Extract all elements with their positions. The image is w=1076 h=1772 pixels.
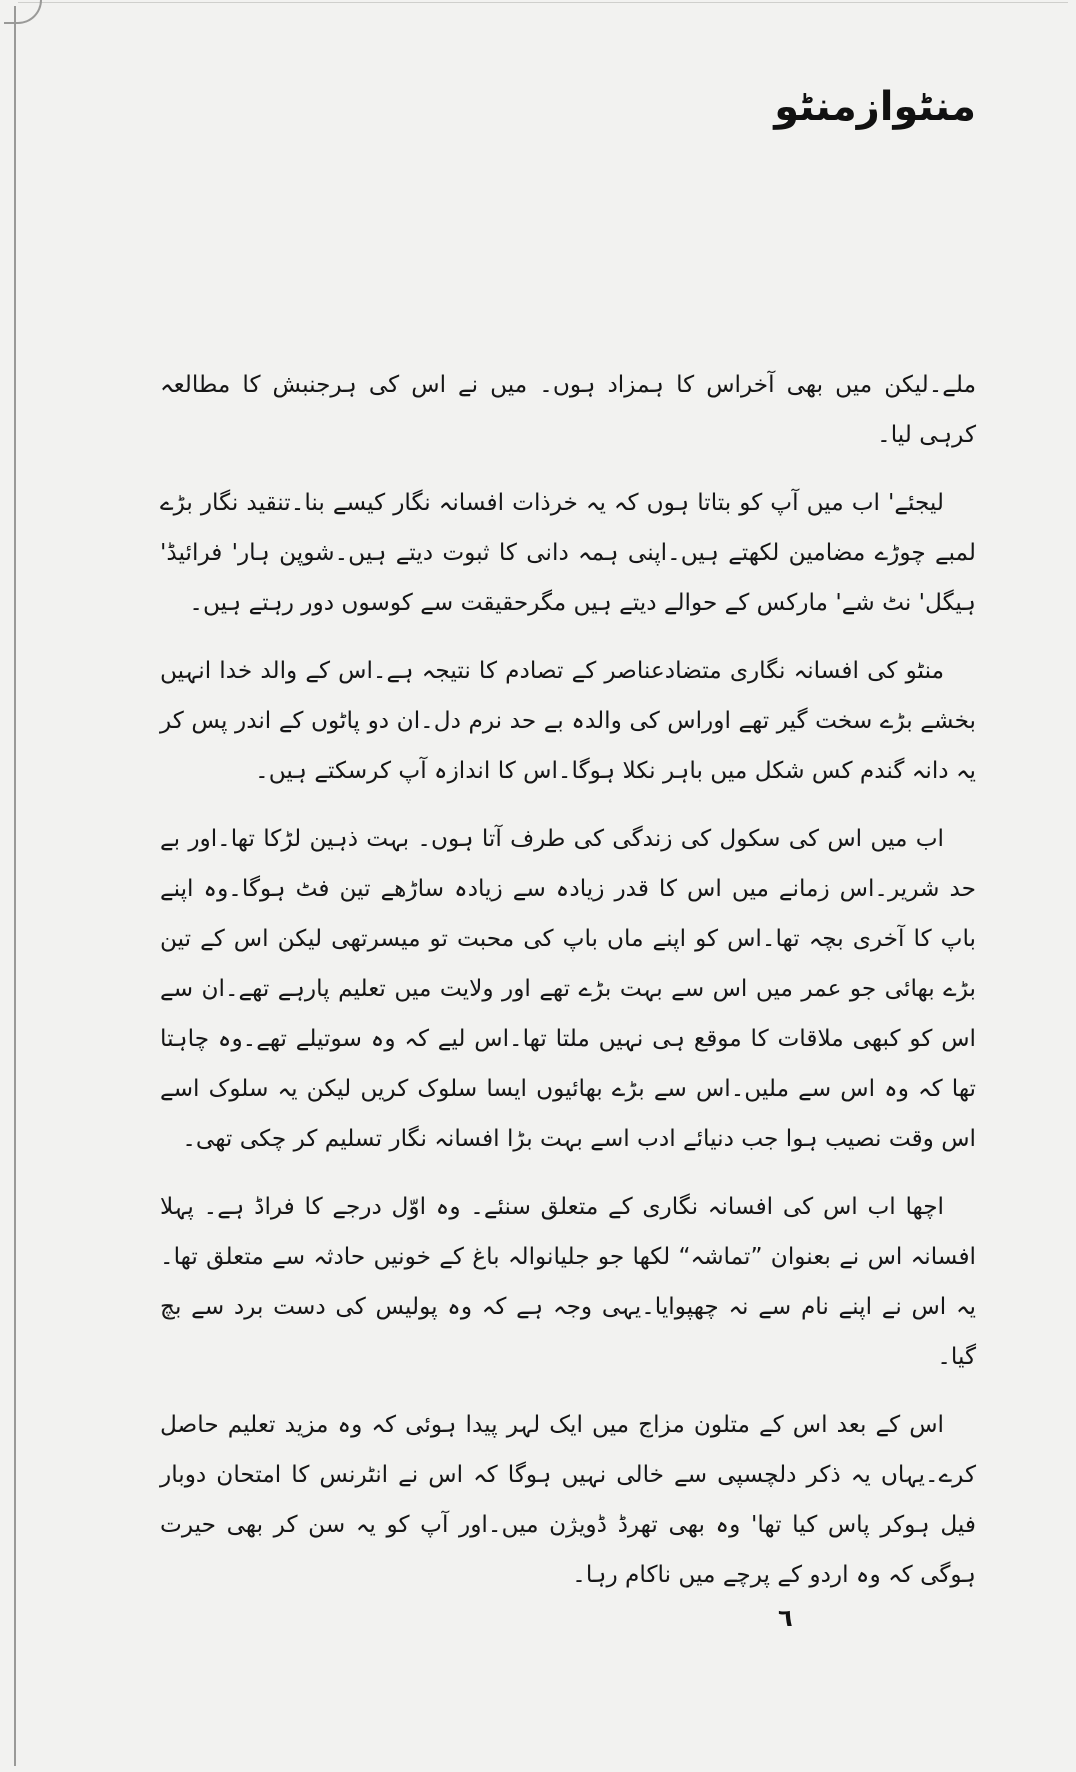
paragraph-2: لیجئے' اب میں آپ کو بتاتا ہوں کہ یہ خرذات افسانہ نگار کیسے بنا۔تنقید نگار بڑے لمبے چوڑے مضامین لکھتے ہیں۔اپنی ہمہ دانی کا ثبوت دیتے ہیں۔شوپن ہار' فرائیڈ' ہیگل' نٹ شے' مارکس کے حوالے دیتے ہیں مگرحقیقت سے کوسوں دور رہتے ہیں۔ (160, 489, 976, 616)
paragraph-1: ملے۔لیکن میں بھی آخراس کا ہمزاد ہوں۔ میں نے اس کی ہرجنبش کا مطالعہ کرہی لیا۔ (160, 371, 976, 448)
corner-ornament (4, 0, 42, 24)
paragraph-6: اس کے بعد اس کے متلون مزاج میں ایک لہر پیدا ہوئی کہ وہ مزید تعلیم حاصل کرے۔یہاں یہ ذکر دلچسپی سے خالی نہیں ہوگا کہ اس نے انٹرنس کا امتحان دوبار فیل ہوکر پاس کیا تھا' وہ بھی تھرڈ ڈویژن میں۔اور آپ کو یہ سن کر بھی حیرت ہوگی کہ وہ اردو کے پرچے میں ناکام رہا۔ (160, 1411, 976, 1588)
running-header-title: منٹوازمنٹو (774, 84, 976, 130)
page-left-border (14, 6, 16, 1766)
page-top-edge (18, 2, 1068, 3)
paragraph-3: منٹو کی افسانہ نگاری متضادعناصر کے تصادم کا نتیجہ ہے۔اس کے والد خدا انہیں بخشے بڑے سخت گیر تھے اوراس کی والدہ بے حد نرم دل۔ان دو پاٹوں کے اندر پس کر یہ دانہ گندم کس شکل میں باہر نکلا ہوگا۔اس کا اندازہ آپ کرسکتے ہیں۔ (160, 657, 976, 784)
body-text (160, 360, 976, 1618)
paragraph-4: اب میں اس کی سکول کی زندگی کی طرف آتا ہوں۔ بہت ذہین لڑکا تھا۔اور بے حد شریر۔اس زمانے میں اس کا قدر زیادہ سے زیادہ ساڑھے تین فٹ ہوگا۔وہ اپنے باپ کا آخری بچہ تھا۔اس کو اپنے ماں باپ کی محبت تو میسرتھی لیکن اس کے تین بڑے بھائی جو عمر میں اس سے بہت بڑے تھے اور ولایت میں تعلیم پارہے تھے۔ان سے اس کو کبھی ملاقات کا موقع ہی نہیں ملتا تھا۔اس لیے کہ وہ سوتیلے تھے۔وہ چاہتا تھا کہ وہ اس سے ملیں۔اس سے بڑے بھائیوں ایسا سلوک کریں لیکن یہ سلوک اسے اس وقت نصیب ہوا جب دنیائے ادب اسے بہت بڑا افسانہ نگار تسلیم کر چکی تھی۔ (160, 825, 976, 1152)
paragraph-5: اچھا اب اس کی افسانہ نگاری کے متعلق سنئے۔ وہ اوّل درجے کا فراڈ ہے۔ پہلا افسانہ اس نے بعنوان ”تماشہ“ لکھا جو جلیانوالہ باغ کے خونیں حادثہ سے متعلق تھا۔ یہ اس نے اپنے نام سے نہ چھپوایا۔یہی وجہ ہے کہ وہ پولیس کی دست برد سے بچ گیا۔ (160, 1193, 976, 1370)
page-number: ٦ (778, 1604, 793, 1632)
